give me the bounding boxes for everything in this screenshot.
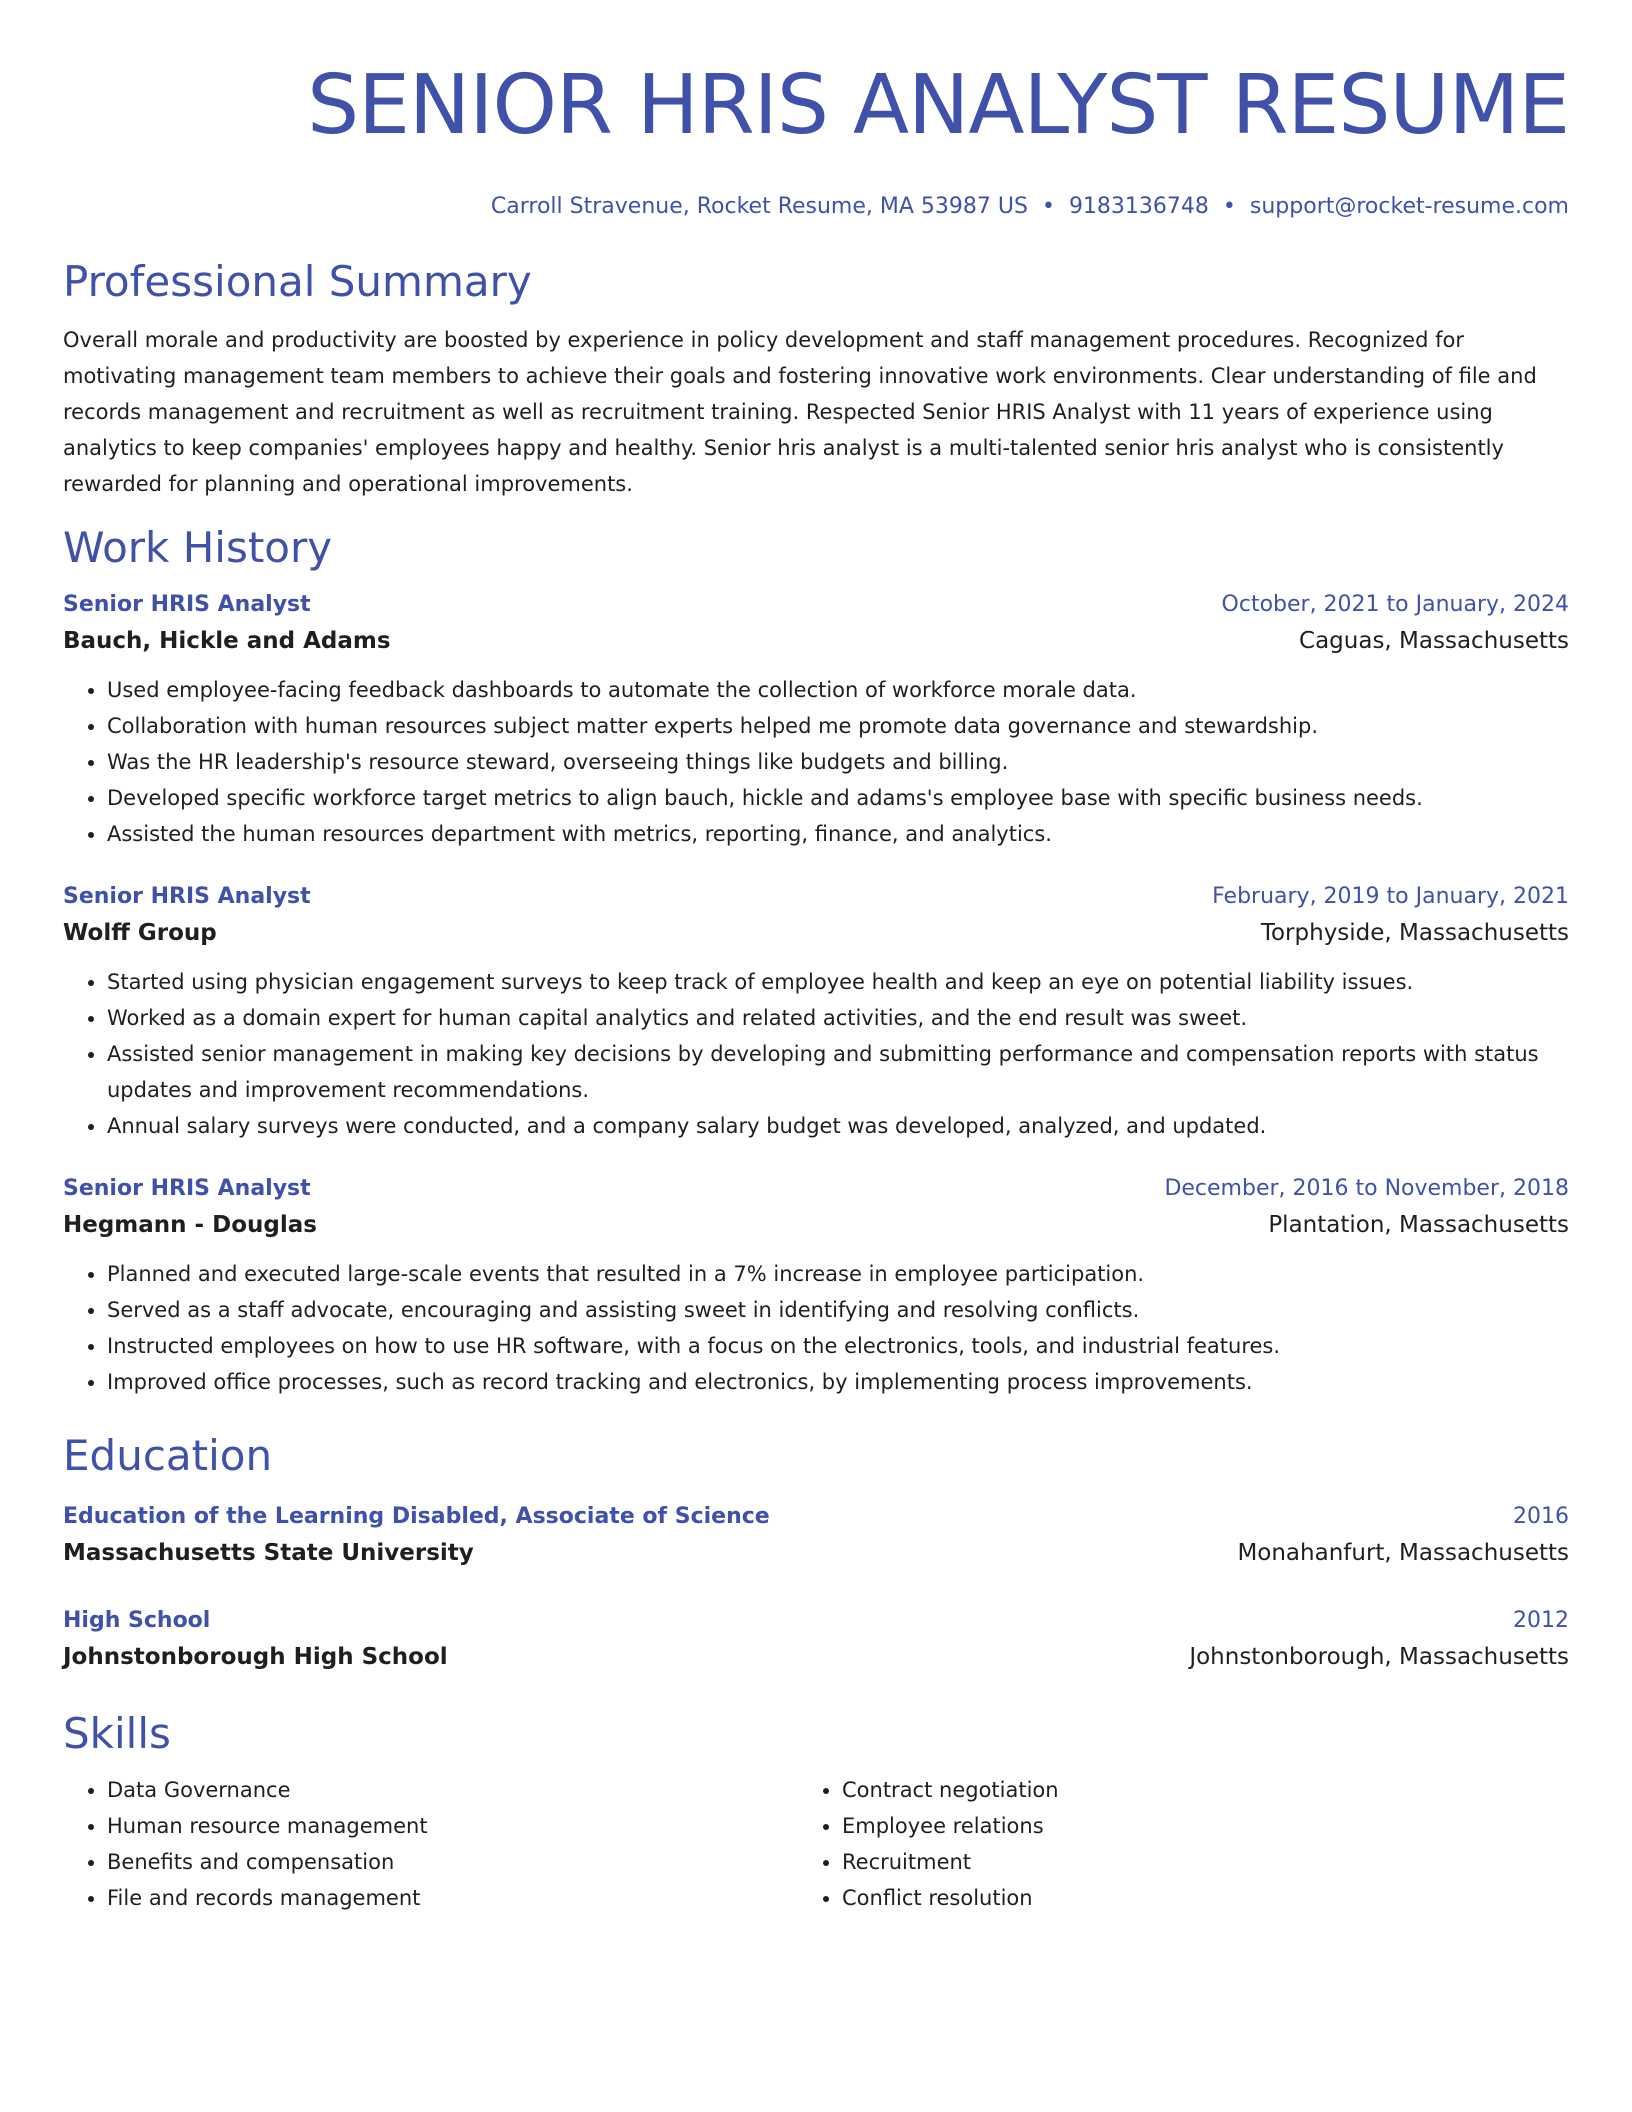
education-degree: High School — [63, 1608, 211, 1633]
skill-item: • Data Governance — [107, 1772, 798, 1808]
education-year: 2016 — [1513, 1504, 1569, 1529]
job-dates: October, 2021 to January, 2024 — [1221, 592, 1569, 617]
contact-separator: • — [1041, 194, 1055, 219]
job-bullet: • Annual salary surveys were conducted, and a company salary budget was developed, analyzed, and updated. — [107, 1108, 1569, 1144]
skills-column-right — [798, 1772, 1533, 1916]
job-company: Bauch, Hickle and Adams — [63, 628, 391, 654]
skill-item: • Human resource management — [107, 1808, 798, 1844]
job-bullet-list — [63, 672, 1569, 852]
skills-columns — [63, 1772, 1569, 1916]
job-bullet: • Developed specific workforce target metrics to align bauch, hickle and adams's employee base with specific business needs. — [107, 780, 1569, 816]
job-bullet: • Started using physician engagement surveys to keep track of employee health and keep an eye on potential liability issues. — [107, 964, 1569, 1000]
section-heading-summary: Professional Summary — [63, 257, 532, 306]
education-entry — [63, 1604, 1569, 1676]
job-dates: February, 2019 to January, 2021 — [1212, 884, 1569, 909]
job-bullet: • Served as a staff advocate, encouraging and assisting sweet in identifying and resolving conflicts. — [107, 1292, 1569, 1328]
job-bullet-list — [63, 1256, 1569, 1400]
education-school: Massachusetts State University — [63, 1540, 474, 1566]
education-school: Johnstonborough High School — [63, 1644, 448, 1670]
job-entry — [63, 588, 1569, 852]
job-bullet-list — [63, 964, 1569, 1144]
job-bullet: • Instructed employees on how to use HR software, with a focus on the electronics, tools, and industrial features. — [107, 1328, 1569, 1364]
contact-phone[interactable]: 9183136748 — [1068, 194, 1209, 219]
job-bullet: • Was the HR leadership's resource steward, overseeing things like budgets and billing. — [107, 744, 1569, 780]
job-bullet: • Collaboration with human resources subject matter experts helped me promote data governance and stewardship. — [107, 708, 1569, 744]
job-dates: December, 2016 to November, 2018 — [1164, 1176, 1569, 1201]
contact-email[interactable]: support@rocket-resume.com — [1249, 194, 1569, 219]
job-role: Senior HRIS Analyst — [63, 1176, 311, 1201]
job-role: Senior HRIS Analyst — [63, 592, 311, 617]
skill-item: • File and records management — [107, 1880, 798, 1916]
job-location: Plantation, Massachusetts — [1268, 1212, 1569, 1238]
summary-text: Overall morale and productivity are boosted by experience in policy development and staff management procedures. Recognized for motivating management team members to achieve their goals and fostering innovative work environments. Clear understanding of file and records management and recruitment as well as recruitment training. Respected Senior HRIS Analyst with 11 years of experience using analytics to keep companies' employees happy and healthy. Senior hris analyst is a multi-talented senior hris analyst who is consistently rewarded for planning and operational improvements. — [63, 328, 1537, 496]
job-bullet: • Used employee-facing feedback dashboards to automate the collection of workforce morale data. — [107, 672, 1569, 708]
job-bullet: • Improved office processes, such as record tracking and electronics, by implementing process improvements. — [107, 1364, 1569, 1400]
section-heading-skills: Skills — [63, 1709, 171, 1758]
contact-line — [63, 192, 1569, 222]
job-entry — [63, 880, 1569, 1144]
education-location: Johnstonborough, Massachusetts — [1189, 1644, 1569, 1670]
job-location: Torphyside, Massachusetts — [1260, 920, 1569, 946]
job-bullet: • Assisted the human resources department with metrics, reporting, finance, and analytics. — [107, 816, 1569, 852]
contact-address: Carroll Stravenue, Rocket Resume, MA 53987 US — [490, 194, 1028, 219]
skill-item: • Contract negotiation — [842, 1772, 1533, 1808]
job-role: Senior HRIS Analyst — [63, 884, 311, 909]
job-company: Wolff Group — [63, 920, 217, 946]
job-location: Caguas, Massachusetts — [1299, 628, 1569, 654]
skill-item: • Recruitment — [842, 1844, 1533, 1880]
skills-list — [798, 1772, 1533, 1916]
job-entry — [63, 1172, 1569, 1400]
contact-separator: • — [1222, 194, 1236, 219]
education-degree: Education of the Learning Disabled, Associate of Science — [63, 1504, 770, 1529]
skill-item: • Benefits and compensation — [107, 1844, 798, 1880]
job-bullet: • Assisted senior management in making key decisions by developing and submitting performance and compensation reports with status updates and improvement recommendations. — [107, 1036, 1569, 1108]
skills-list — [63, 1772, 798, 1916]
job-company: Hegmann - Douglas — [63, 1212, 317, 1238]
education-year: 2012 — [1513, 1608, 1569, 1633]
job-bullet: • Planned and executed large-scale events that resulted in a 7% increase in employee participation. — [107, 1256, 1569, 1292]
job-bullet: • Worked as a domain expert for human capital analytics and related activities, and the end result was sweet. — [107, 1000, 1569, 1036]
skill-item: • Employee relations — [842, 1808, 1533, 1844]
education-location: Monahanfurt, Massachusetts — [1237, 1540, 1569, 1566]
section-heading-education: Education — [63, 1431, 273, 1480]
education-entry — [63, 1500, 1569, 1572]
skills-column-left — [63, 1772, 798, 1916]
section-heading-work-history: Work History — [63, 523, 333, 572]
resume-title: SENIOR HRIS ANALYST RESUME — [307, 58, 1569, 153]
skill-item: • Conflict resolution — [842, 1880, 1533, 1916]
